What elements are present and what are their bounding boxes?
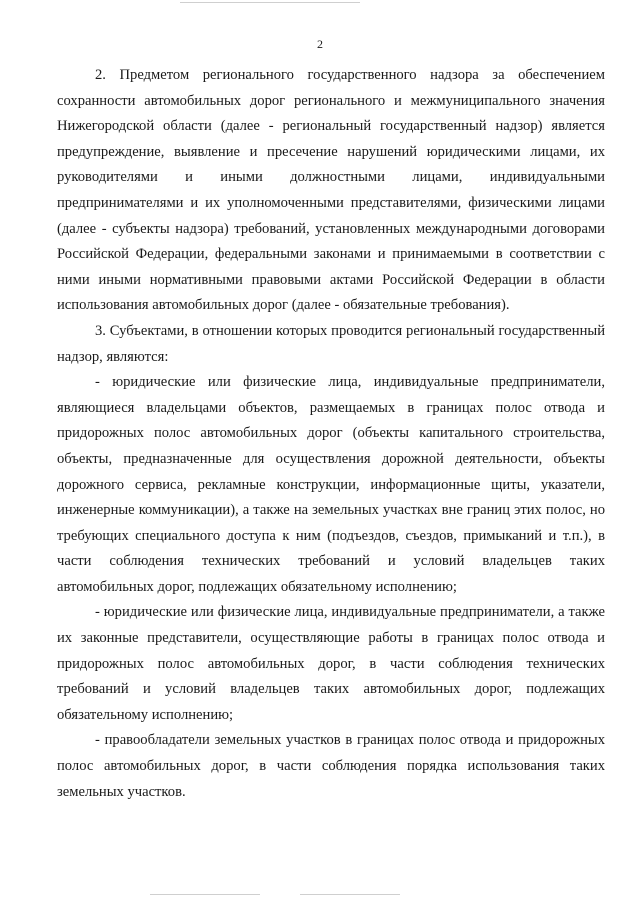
scan-artifact-line <box>300 894 400 895</box>
scan-artifact-line <box>150 894 260 895</box>
list-item-legal-entities-owners: - юридические или физические лица, индивидуальные предприниматели, являющиеся владельцами объектов, размещаемых в границах полос отвода и придорожных полос автомобильных дорог (объекты капитального строительства, объекты, предназначенные для осуществления дорожной деятельности, объекты дорожного сервиса, рекламные конструкции, информационные щиты, указатели, инженерные коммуникации), а также на земельных участках вне границ этих полос, но требующих специального доступа к ним (подъездов, съездов, примыканий и т.п.), в части соблюдения технических требований и условий владельцев таких автомобильных дорог, подлежащих обязательному исполнению; <box>57 374 605 595</box>
document-body <box>57 63 605 805</box>
paragraph-2: 2. Предметом регионального государственного надзора за обеспечением сохранности автомобильных дорог регионального и межмуниципального значения Нижегородской области (далее - региональный государственный надзор) является предупреждение, выявление и пресечение нарушений юридическими лицами, их руководителями и иными должностными лицами, индивидуальными предпринимателями и их уполномоченными представителями, физическими лицами (далее - субъекты надзора) требований, установленных международными договорами Российской Федерации, федеральными законами и принимаемыми в соответствии с ними иными нормативными правовыми актами Российской Федерации в области использования автомобильных дорог (далее - обязательные требования). <box>57 67 605 314</box>
scan-artifact-line <box>180 2 360 3</box>
list-item-land-rightholders: - правообладатели земельных участков в границах полос отвода и придорожных полос автомобильных дорог, в части соблюдения порядка использования таких земельных участков. <box>57 732 605 800</box>
page-number: 2 <box>317 37 323 51</box>
paragraph-3: 3. Субъектами, в отношении которых проводится региональный государственный надзор, являются: <box>57 322 605 365</box>
list-item-legal-entities-works: - юридические или физические лица, индивидуальные предприниматели, а также их законные представители, осуществляющие работы в границах полос отвода и придорожных полос автомобильных дорог, в части соблюдения технических требований и условий владельцев таких автомобильных дорог, подлежащих обязательному исполнению; <box>57 604 605 723</box>
